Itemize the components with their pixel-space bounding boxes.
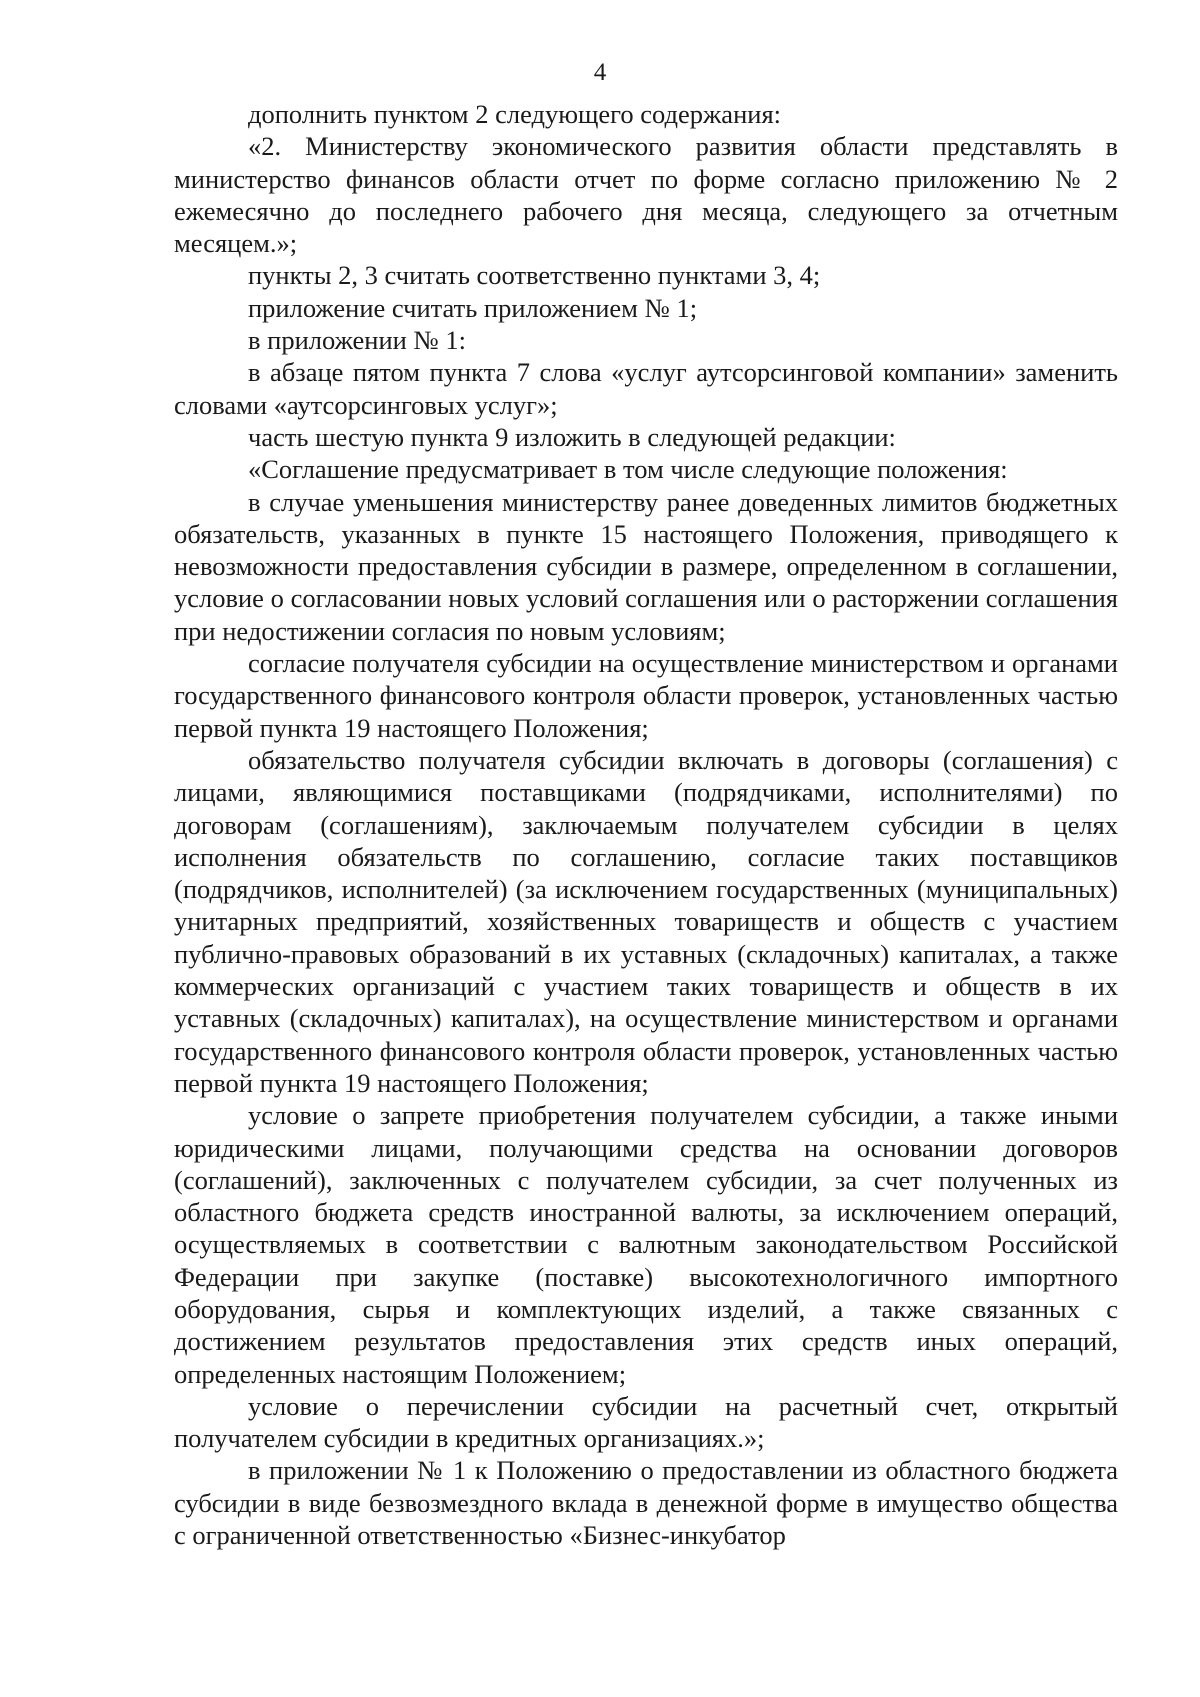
paragraph: «2. Министерству экономического развития области представлять в министерство финансов области отчет по форме согласно приложению № 2 ежемесячно до последнего рабочего дня месяца, следующего за отчетным месяцем.»; <box>174 131 1118 259</box>
paragraph: пункты 2, 3 считать соответственно пунктами 3, 4; <box>248 260 821 291</box>
paragraph: условие о перечислении субсидии на расчетный счет, открытый получателем субсидии в кредитных организациях.»; <box>174 1390 1118 1454</box>
document-body <box>174 98 1118 1551</box>
paragraph: дополнить пунктом 2 следующего содержания: <box>248 99 781 129</box>
page-number: 4 <box>593 59 607 86</box>
paragraph: часть шестую пункта 9 изложить в следующей редакции: <box>248 421 896 452</box>
paragraph: в приложении № 1 к Положению о предоставлении из областного бюджета субсидии в виде безвозмездного вклада в денежной форме в имущество общества с ограниченной ответственностью «Бизнес-инкубатор <box>174 1455 1118 1551</box>
paragraph: условие о запрете приобретения получателем субсидии, а также иными юридическими лицами, получающими средства на основании договоров (соглашений), заключенных с получателем субсидии, за счет полученных из областного бюджета средств иностранной валюты, за исключением операций, осуществляемых в соответствии с валютным законодательством Российской Федерации при закупке (поставке) высокотехнологичного импортного оборудования, сырья и комплектующих изделий, а также связанных с достижением результатов предоставления этих средств иных операций, определенных настоящим Положением; <box>174 1100 1118 1389</box>
paragraph: обязательство получателя субсидии включать в договоры (соглашения) с лицами, являющимися поставщиками (подрядчиками, исполнителями) по договорам (соглашениям), заключаемым получателем субсидии в целях исполнения обязательств по соглашению, согласие таких поставщиков (подрядчиков, исполнителей) (за исключением государственных (муниципальных) унитарных предприятий, хозяйственных товариществ и обществ с участием публично-правовых образований в их уставных (складочных) капиталах, а также коммерческих организаций с участием таких товариществ и обществ в их уставных (складочных) капиталах), на осуществление министерством и органами государственного финансового контроля области проверок, установленных частью первой пункта 19 настоящего Положения; <box>174 744 1118 1098</box>
paragraph: согласие получателя субсидии на осуществление министерством и органами государственного финансового контроля области проверок, установленных частью первой пункта 19 настоящего Положения; <box>174 648 1118 743</box>
paragraph: в абзаце пятом пункта 7 слова «услуг аутсорсинговой компании» заменить словами «аутсорсинговых услуг»; <box>174 357 1118 420</box>
paragraph: в случае уменьшения министерству ранее доведенных лимитов бюджетных обязательств, указанных в пункте 15 настоящего Положения, приводящего к невозможности предоставления субсидии в размере, определенном в соглашении, условие о согласовании новых условий соглашения или о расторжении соглашения при недостижении согласия по новым условиям; <box>174 486 1118 646</box>
paragraph: «Соглашение предусматривает в том числе следующие положения: <box>248 454 1008 485</box>
paragraph: приложение считать приложением № 1; <box>248 292 698 323</box>
paragraph: в приложении № 1: <box>248 325 466 356</box>
